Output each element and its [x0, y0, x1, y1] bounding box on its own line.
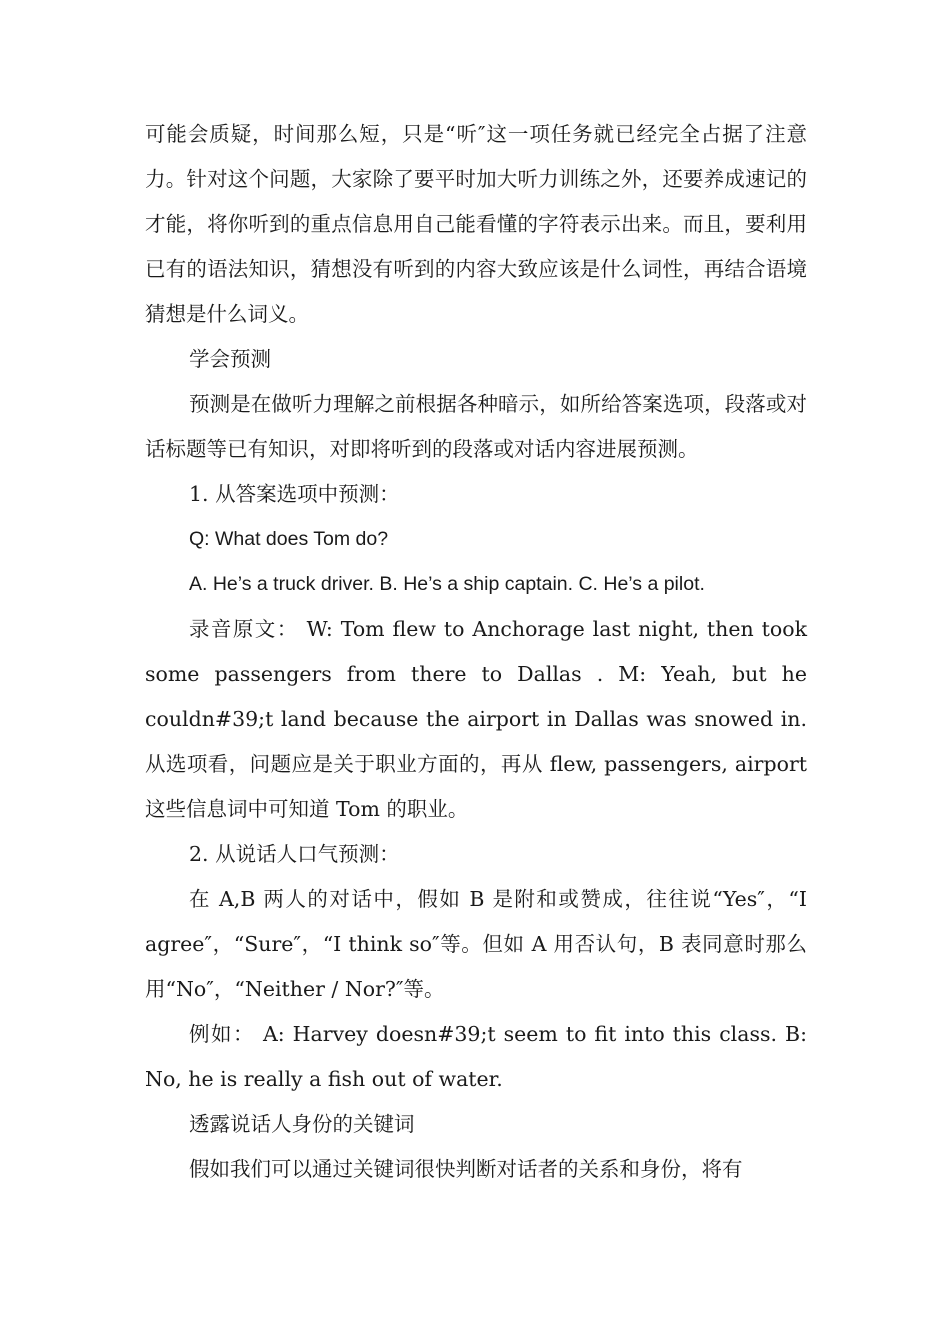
- document-body: [145, 112, 807, 1192]
- paragraph-transcript: 录音原文： W: Tom flew to Anchorage last night, then took some passengers from there to Dallas . M: Yeah, but he couldn#39;t land because the airport in Dallas was snowed in. 从选项看，问题应是关于职业方面的，再从 flew, passengers, airport 这些信息词中可知道 Tom 的职业。: [145, 617, 807, 821]
- subheading-from-options: 1. 从答案选项中预测：: [189, 482, 400, 506]
- paragraph-example-dialogue: 例如： A: Harvey doesn#39;t seem to fit into this class. B: No, he is really a fish out of water.: [145, 1022, 807, 1091]
- paragraph-prediction-intro: 预测是在做听力理解之前根据各种暗示，如所给答案选项，段落或对话标题等已有知识，对即将听到的段落或对话内容进展预测。: [145, 392, 807, 461]
- subheading-from-tone: 2. 从说话人口气预测：: [189, 842, 400, 866]
- paragraph-agree-disagree: 在 A,B 两人的对话中，假如 B 是附和或赞成，往往说“Yes″，“I agree″，“Sure″，“I think so″等。但如 A 用否认句，B 表同意时那么用“No″，“Neither / Nor?″等。: [145, 887, 807, 1001]
- example-question: Q: What does Tom do?: [189, 528, 389, 550]
- section-heading-identity-keywords: 透露说话人身份的关键词: [189, 1112, 415, 1136]
- section-heading-prediction: 学会预测: [189, 347, 271, 371]
- paragraph-identity-keywords: 假如我们可以通过关键词很快判断对话者的关系和身份，将有: [189, 1157, 743, 1181]
- paragraph-continuation: 可能会质疑，时间那么短，只是“听″这一项任务就已经完全占据了注意力。针对这个问题，大家除了要平时加大听力训练之外，还要养成速记的才能，将你听到的重点信息用自己能看懂的字符表示出来。而且，要利用已有的语法知识，猜想没有听到的内容大致应该是什么词性，再结合语境猜想是什么词义。: [145, 122, 807, 326]
- example-options: A. He’s a truck driver. B. He’s a ship captain. C. He’s a pilot.: [189, 573, 705, 595]
